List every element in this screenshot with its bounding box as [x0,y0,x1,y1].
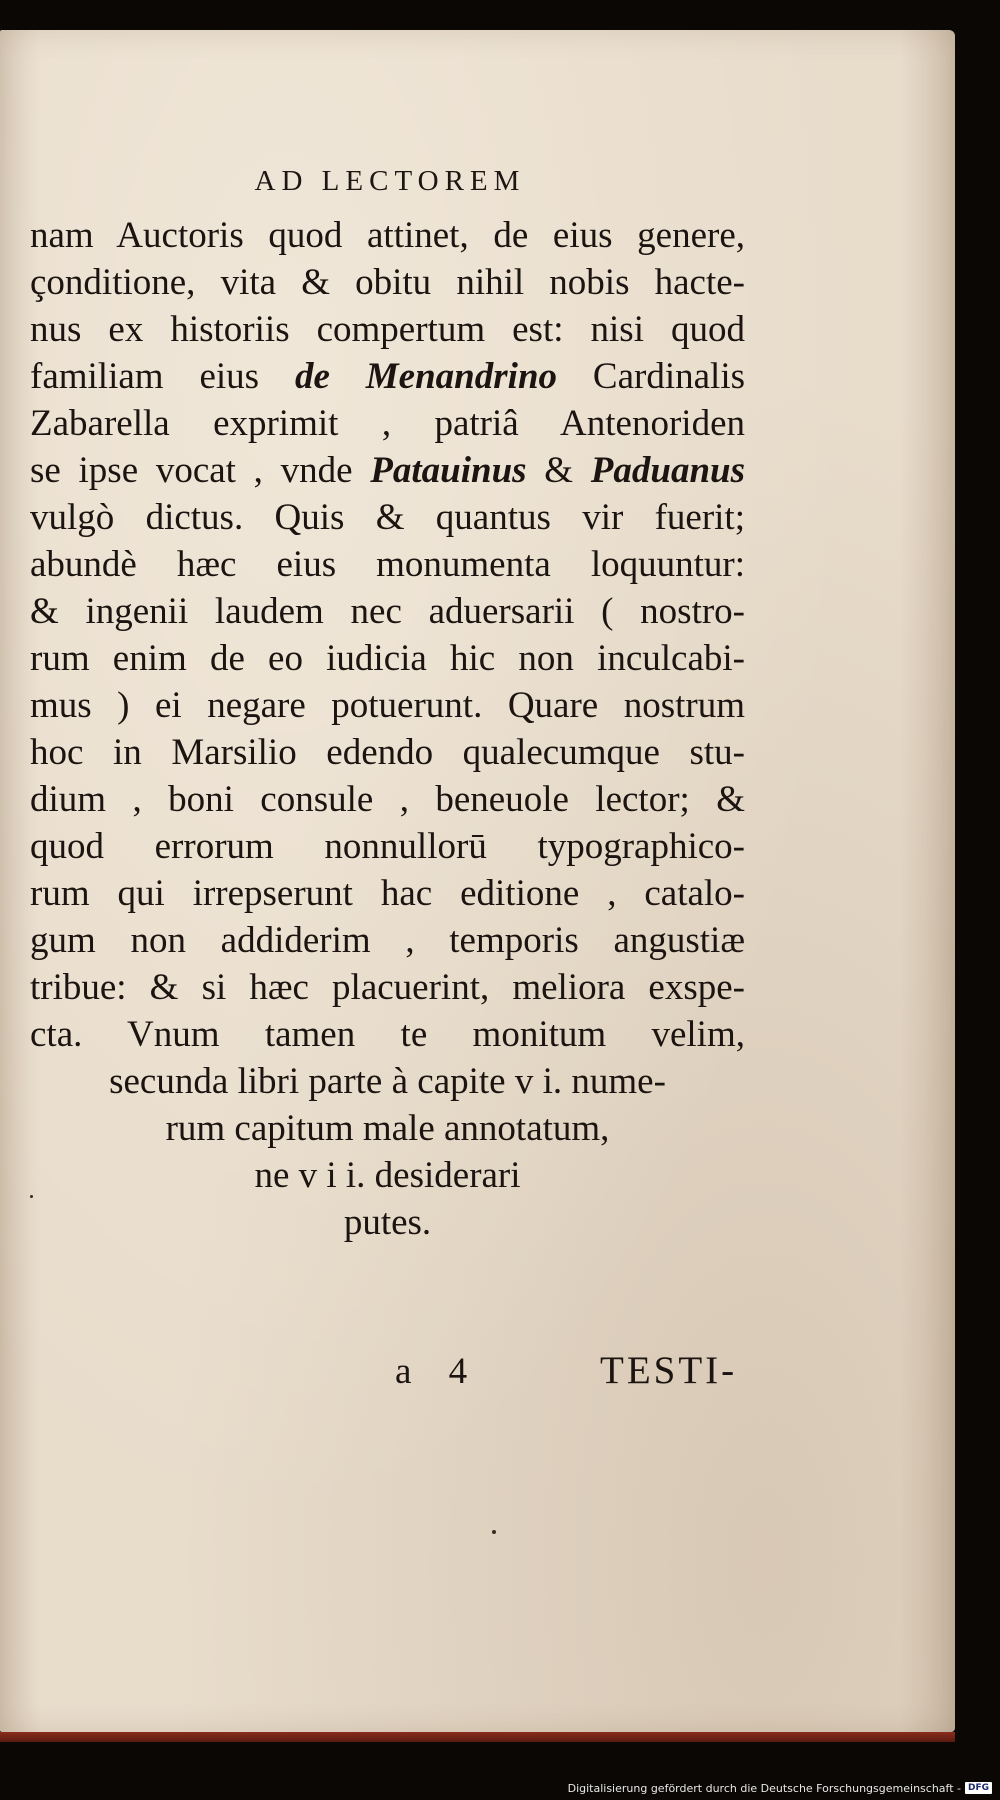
text-line [30,776,745,823]
credit-text: Digitalisierung gefördert durch die Deutsche Forschungsgemeinschaft - [567,1781,961,1795]
text-line [30,447,745,494]
text-line [30,635,745,682]
text-segment: & [526,450,591,491]
signature-mark: a 4 [395,1351,482,1392]
text-line [30,917,745,964]
body-text [30,212,745,1246]
text-segment: quod errorum nonnullorū typographico- [30,826,745,867]
text-segment: se ipse vocat , vnde [30,450,371,491]
running-head: AD LECTOREM [254,165,526,197]
text-line [30,353,745,400]
text-segment: & ingenii laudem nec aduersarii ( nostro- [30,591,745,632]
text-segment: nam Auctoris quod attinet, de eius genere, [30,215,745,256]
text-segment: rum qui irrepserunt hac editione , catalo- [30,873,745,914]
text-line [30,541,745,588]
text-segment: Zabarella exprimit , patriâ Antenoriden [30,403,745,444]
text-line [30,682,745,729]
dfg-logo: DFG [965,1782,992,1794]
digitization-credit [568,1780,992,1796]
text-segment: vulgò dictus. Quis & quantus vir fuerit; [30,497,745,538]
text-line [30,1011,745,1058]
text-segment: rum enim de eo iudicia hic non inculcabi- [30,638,745,679]
text-line [30,306,745,353]
text-segment: gum non addiderim , temporis angustiæ [30,920,745,961]
text-segment: Cardinalis [557,356,746,397]
text-segment: çonditione, vita & obitu nihil nobis hacte- [30,262,745,303]
text-line [30,1152,745,1199]
text-line [30,400,745,447]
text-segment: rum capitum male annotatum, [165,1108,610,1149]
text-line [30,729,745,776]
italic-segment: Patauinus [370,450,527,491]
text-line [30,1199,745,1246]
text-segment: ne v i i. desiderari [254,1155,521,1196]
text-line [30,259,745,306]
text-line [30,494,745,541]
text-line [30,823,745,870]
text-line [30,588,745,635]
text-segment: cta. Vnum tamen te monitum velim, [30,1014,745,1055]
italic-segment: de Menandrino [294,356,558,397]
text-segment: tribue: & si hæc placuerint, meliora exspe- [30,967,745,1008]
text-segment: dium , boni consule , beneuole lector; & [30,779,745,820]
text-segment: nus ex historiis compertum est: nisi quod [30,309,745,350]
text-segment: abundè hæc eius monumenta loquuntur: [30,544,745,585]
text-segment: putes. [343,1202,432,1243]
text-segment: familiam eius [30,356,295,397]
text-segment: hoc in Marsilio edendo qualecumque stu- [30,732,745,773]
page-edge [0,1732,955,1742]
text-line [30,1105,745,1152]
text-line [30,1058,745,1105]
catchword: TESTI- [600,1349,738,1392]
text-segment: mus ) ei negare potuerunt. Quare nostrum [30,685,745,726]
text-segment: secunda libri parte à capite v i. nume- [109,1061,666,1102]
italic-segment: Paduanus [590,450,745,491]
text-line [30,870,745,917]
text-line [30,212,745,259]
ink-speck [492,1530,496,1534]
text-line [30,964,745,1011]
